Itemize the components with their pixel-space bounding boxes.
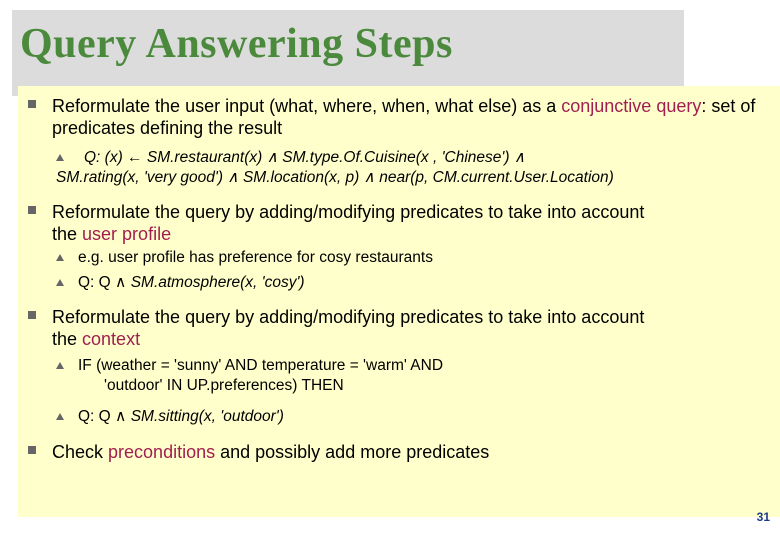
page-number: 31 [756, 510, 770, 524]
highlight-context: context [82, 329, 141, 349]
triangle-bullet-icon [56, 154, 64, 161]
bullet-2-text: Reformulate the query by adding/modifying predicates to take into account the user profile [52, 202, 645, 244]
bullet-1-text: Reformulate the user input (what, where, when, what else) as a conjunctive query: set of predicates defining the result [52, 96, 756, 138]
square-bullet-icon [28, 206, 36, 214]
square-bullet-icon [28, 446, 36, 454]
highlight-preconditions: preconditions [108, 442, 216, 462]
triangle-bullet-icon [56, 279, 64, 286]
bullet-3-text: Reformulate the query by adding/modifying predicates to take into account the context [52, 307, 645, 349]
square-bullet-icon [28, 311, 36, 319]
highlight-conjunctive-query: conjunctive query [561, 96, 702, 116]
triangle-bullet-icon [56, 254, 64, 261]
slide-title: Query Answering Steps [20, 21, 453, 67]
bullet-4-text: Check preconditions and possibly add more predicates [52, 442, 490, 462]
triangle-bullet-icon [56, 362, 64, 369]
square-bullet-icon [28, 100, 36, 108]
query-formula: Q: (x) ← SM.restaurant(x) ∧ SM.type.Of.Cuisine(x , 'Chinese') ∧ SM.rating(x, 'very good') ∧ SM.location(x, p) ∧ near(p, CM.current.User.Location) [56, 149, 614, 186]
highlight-user-profile: user profile [82, 224, 172, 244]
triangle-bullet-icon [56, 413, 64, 420]
